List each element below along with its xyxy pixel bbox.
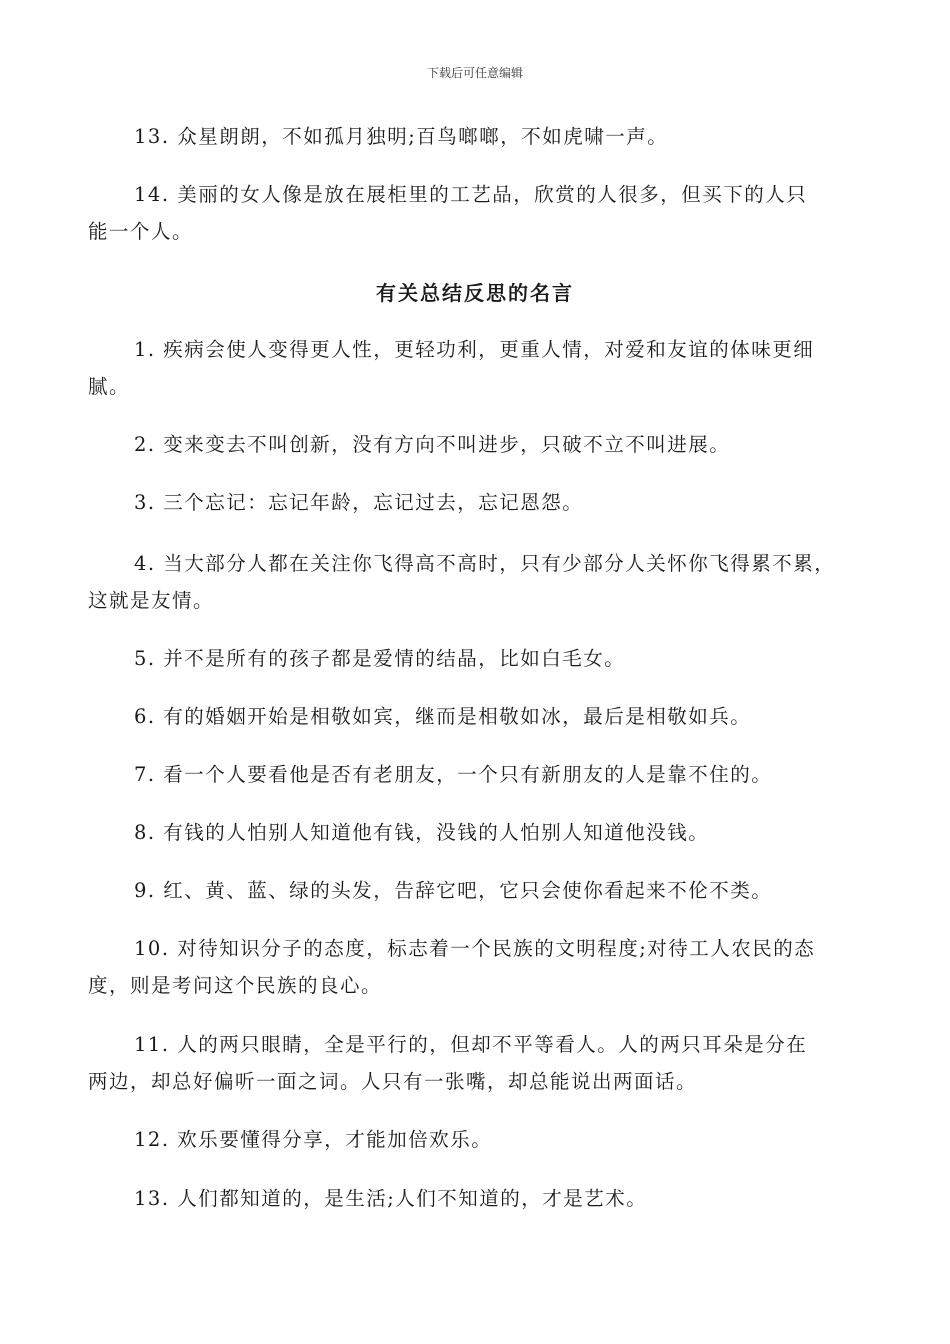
quote-line: 10. 对待知识分子的态度，标志着一个民族的文明程度;对待工人农民的态 <box>134 937 816 960</box>
quote-line: 能一个人。 <box>88 220 194 243</box>
quote-item-1 <box>88 331 868 405</box>
quote-line: 两边，却总好偏听一面之词。人只有一张嘴，却总能说出两面话。 <box>88 1070 698 1093</box>
section-title: 有关总结反思的名言 <box>376 281 574 305</box>
quote-line: 度，则是考问这个民族的良心。 <box>88 974 383 997</box>
quote-item-10 <box>88 930 868 1004</box>
quote-item-3 <box>88 484 868 521</box>
quote-item-top-13 <box>88 118 868 155</box>
quote-line: 1. 疾病会使人变得更人性，更轻功利，更重人情，对爱和友谊的体味更细 <box>134 338 815 361</box>
quote-line: 9. 红、黄、蓝、绿的头发，告辞它吧，它只会使你看起来不伦不类。 <box>134 879 773 902</box>
quote-line: 这就是友情。 <box>88 589 215 612</box>
quote-item-4 <box>88 545 868 619</box>
quote-line: 12. 欢乐要懂得分享，才能加倍欢乐。 <box>134 1128 493 1151</box>
quote-item-11 <box>88 1026 868 1100</box>
quote-item-top-14 <box>88 176 868 250</box>
quote-item-7 <box>88 756 868 793</box>
quote-line: 6. 有的婚姻开始是相敬如宾，继而是相敬如冰，最后是相敬如兵。 <box>134 705 752 728</box>
quote-item-9 <box>88 872 868 909</box>
quote-item-8 <box>88 814 868 851</box>
quote-line: 8. 有钱的人怕别人知道他有钱，没钱的人怕别人知道他没钱。 <box>134 821 710 844</box>
quote-line: 4. 当大部分人都在关注你飞得高不高时，只有少部分人关怀你飞得累不累， <box>134 552 836 575</box>
quote-line: 5. 并不是所有的孩子都是爱情的结晶，比如白毛女。 <box>134 647 626 670</box>
quote-item-5 <box>88 640 868 677</box>
quote-line: 14. 美丽的女人像是放在展柜里的工艺品，欣赏的人很多，但买下的人只 <box>134 183 808 206</box>
quote-line: 7. 看一个人要看他是否有老朋友，一个只有新朋友的人是靠不住的。 <box>134 763 773 786</box>
quote-item-6 <box>88 698 868 735</box>
quote-item-13 <box>88 1180 868 1217</box>
quote-line: 11. 人的两只眼睛，全是平行的，但却不平等看人。人的两只耳朵是分在 <box>134 1033 808 1056</box>
quote-line: 13. 人们都知道的，是生活;人们不知道的，才是艺术。 <box>134 1187 648 1210</box>
quote-item-2 <box>88 426 868 463</box>
quote-line: 13. 众星朗朗，不如孤月独明;百鸟啷啷，不如虎啸一声。 <box>134 125 669 148</box>
quote-item-12 <box>88 1121 868 1158</box>
page-header-watermark: 下载后可任意编辑 <box>426 66 523 80</box>
quote-line: 腻。 <box>88 375 131 398</box>
quote-line: 3. 三个忘记：忘记年龄，忘记过去，忘记恩怨。 <box>134 491 584 514</box>
quote-line: 2. 变来变去不叫创新，没有方向不叫进步，只破不立不叫进展。 <box>134 433 731 456</box>
